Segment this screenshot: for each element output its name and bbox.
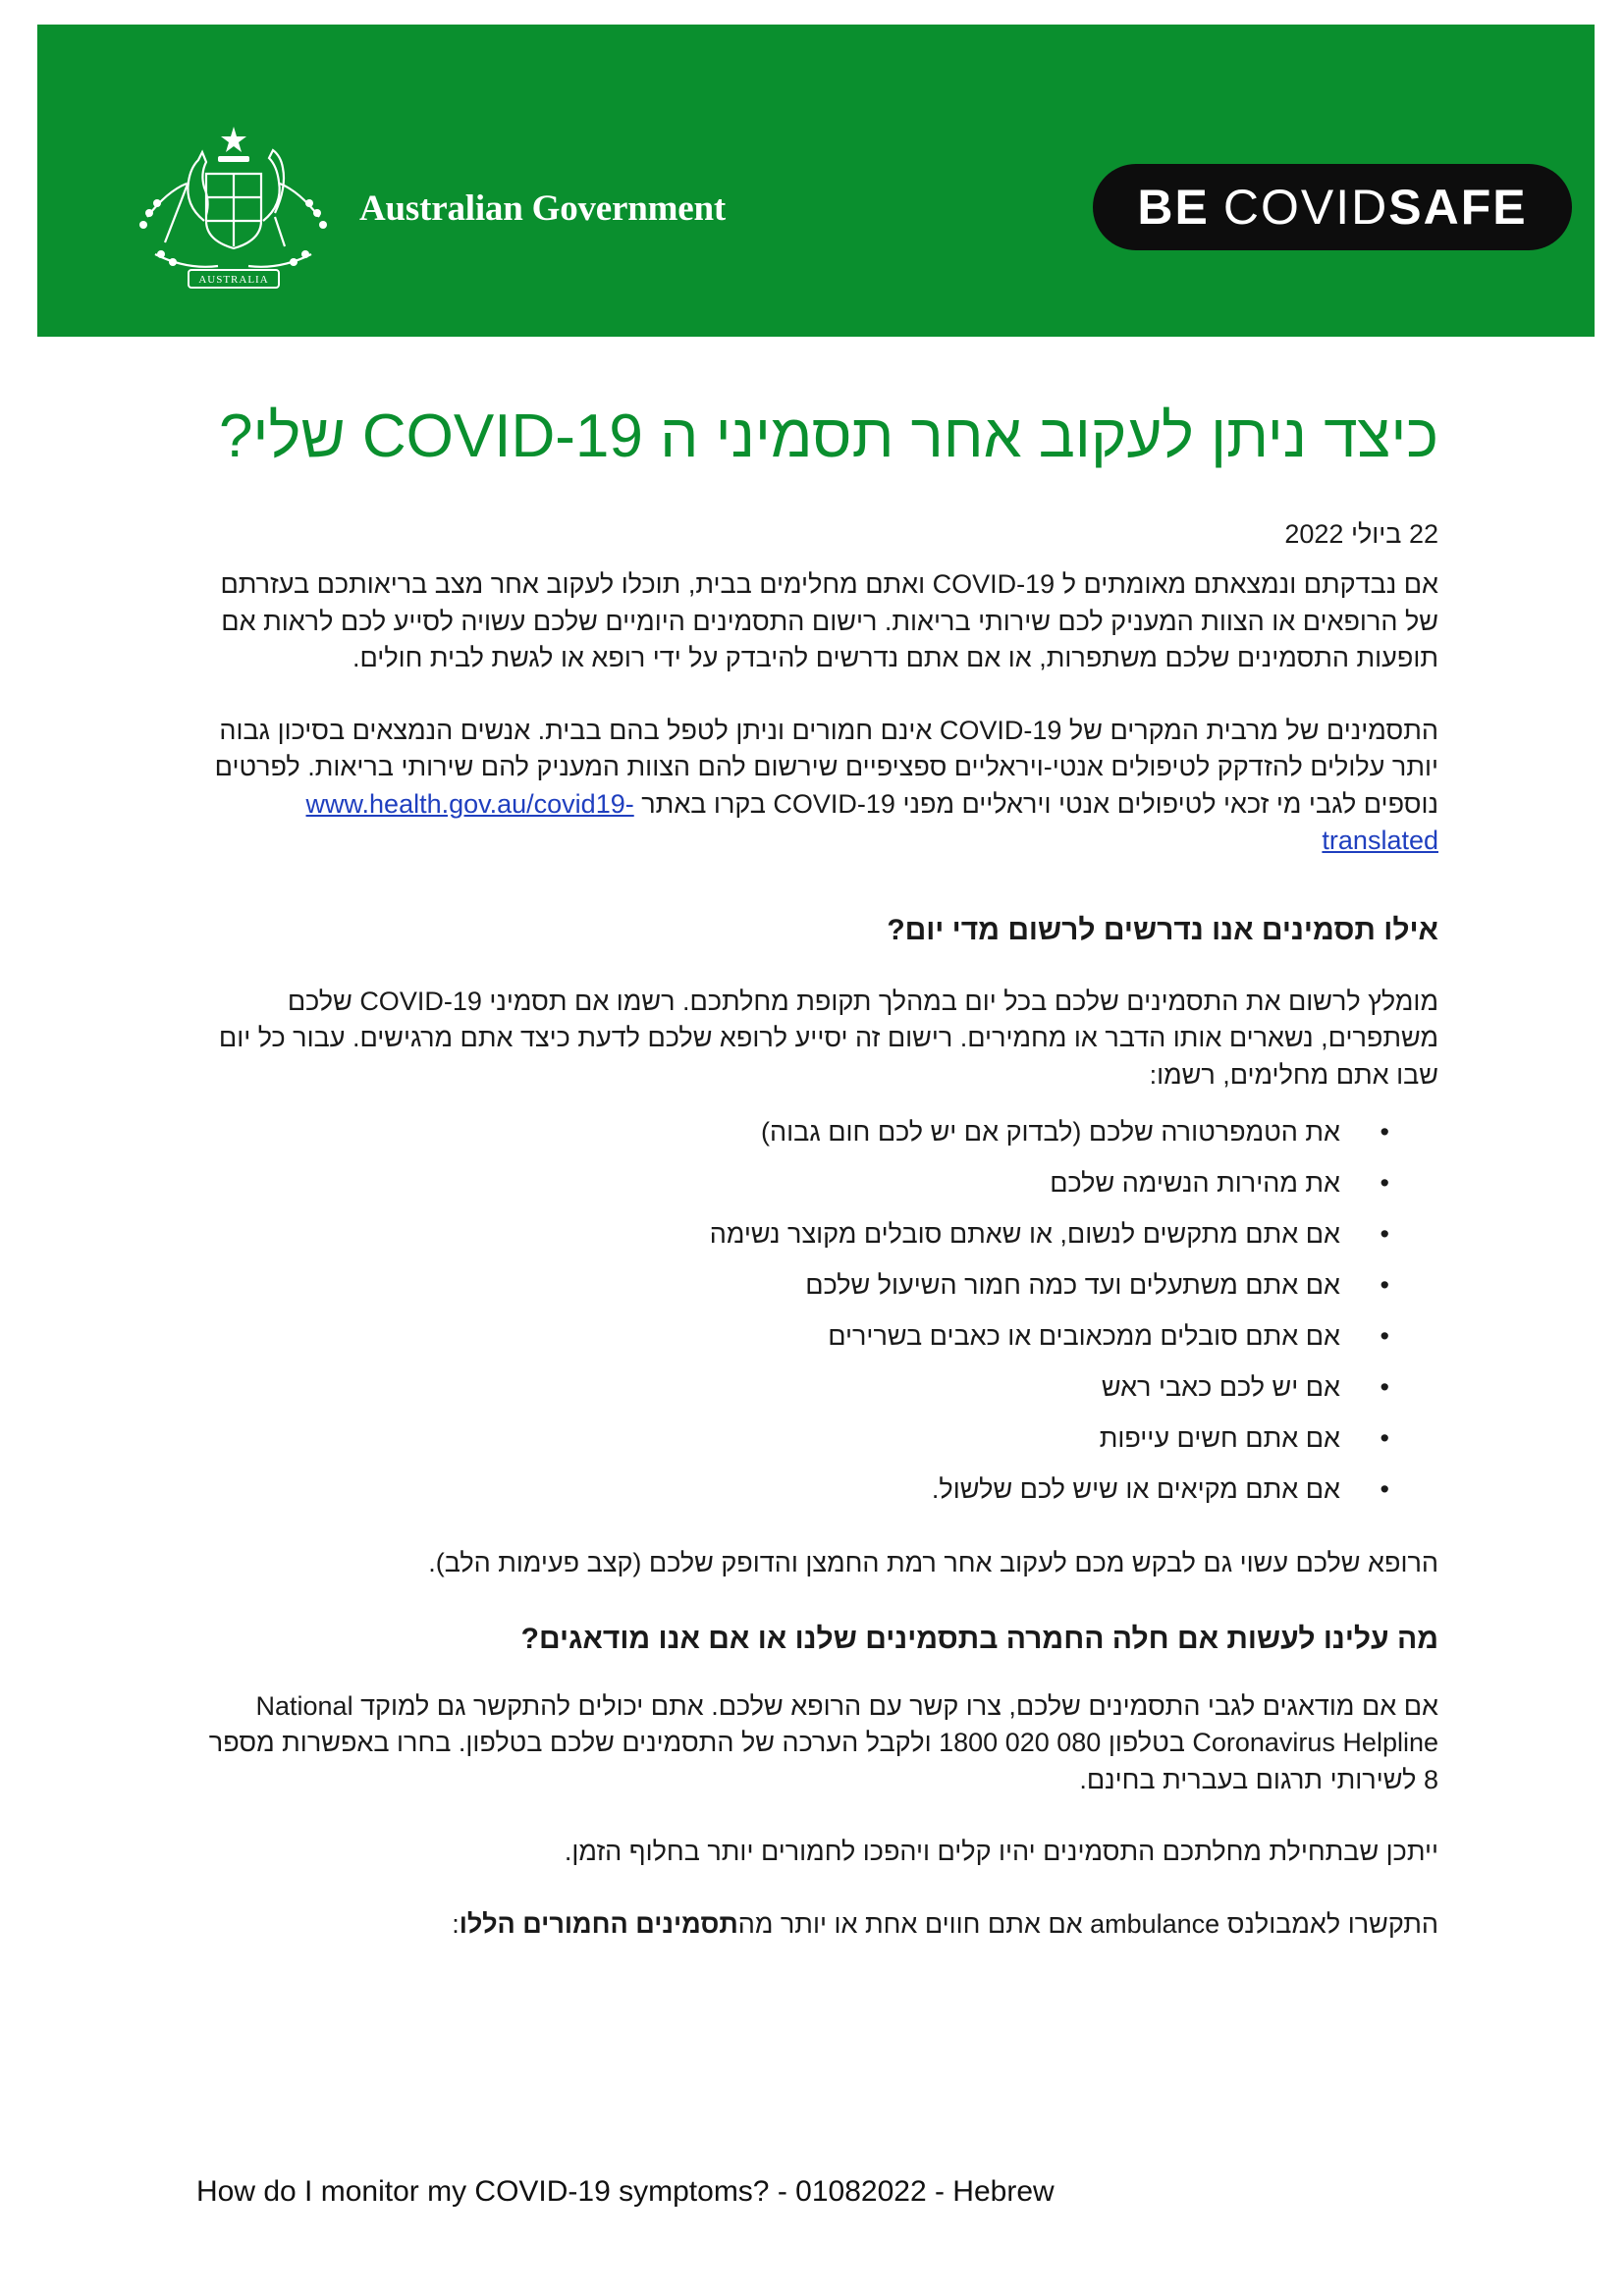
coat-of-arms-icon (128, 123, 339, 292)
list-item: • אם אתם מקיאים או שיש לכם שלשול. (196, 1472, 1438, 1506)
intro-paragraph-1: אם נבדקתם ונמצאתם מאומתים ל COVID-19 ואתם מחלימים בבית, תוכלו לעקוב אחר מצב בריאותכם בעזרתם של הרופאים או הצוות המעניק לכם שירותי בריאות. רישום התסמינים היומיים שלכם עשויה לסייע לכם לראות אם תופעות התסמינים שלכם משתפרות, או אם אתם נדרשים להיבדק על ידי רופא או לגשת לבית חולים. (220, 569, 1438, 672)
section1-after-paragraph: הרופא שלכם עשוי גם לבקש מכם לעקוב אחר רמת החמצן והדופק שלכם (קצב פעימות הלב). (428, 1548, 1438, 1577)
symptom-list (196, 1115, 1438, 1506)
header-banner (37, 25, 1595, 337)
covidsafe-be: BE (1137, 180, 1210, 235)
section2-paragraph-3 (196, 1906, 1438, 1944)
list-item: • אם יש לכם כאבי ראש (196, 1370, 1438, 1404)
document-body (196, 398, 1438, 1943)
list-item: • אם אתם משתעלים ועד כמה חמור השיעול שלכם (196, 1268, 1438, 1302)
publish-date: 22 ביולי 2022 (1284, 519, 1438, 549)
intro-paragraph-2 (196, 713, 1438, 860)
page-footer: How do I monitor my COVID-19 symptoms? - 01082022 - Hebrew (196, 2175, 1055, 2208)
svg-text:AUSTRALIA: AUSTRALIA (198, 274, 269, 286)
list-item: • את הטמפרטורה שלכם (לבדוק אם יש לכם חום גבוה) (196, 1115, 1438, 1148)
ambulance-text-end: : (452, 1908, 460, 1939)
government-name: Australian Government (359, 188, 726, 229)
be-covidsafe-badge (1093, 164, 1572, 250)
section1-paragraph: מומלץ לרשום את התסמינים שלכם בכל יום במהלך תקופת מחלתכם. רשמו אם תסמיני COVID-19 שלכם משתפרים, נשארים אותו הדבר או מחמירים. רישום זה יסייע לרופא שלכם לדעת כיצד אתם מרגישים. עבור כל יום שבו אתם מחלימים, רשמו: (218, 986, 1438, 1090)
severe-symptoms-emphasis: תסמינים החמורים הללו (459, 1908, 738, 1939)
list-item: • אם אתם סובלים ממכאובים או כאבים בשרירים (196, 1319, 1438, 1353)
covidsafe-covid: COVID (1222, 180, 1389, 235)
section-heading-worsening: מה עלינו לעשות אם חלה החמרה בתסמינים שלנו או אם אנו מודאגים? (520, 1622, 1438, 1655)
section2-paragraph-2: ייתכן שבתחילת מחלתכם התסמינים יהיו קלים ויהפכו לחמורים יותר בחלוף הזמן. (564, 1837, 1438, 1866)
list-item: • אם אתם חשים עייפות (196, 1421, 1438, 1455)
section2-paragraph-1: אם אם מודאגים לגבי התסמינים שלכם, צרו קשר עם הרופא שלכם. אתם יכולים להתקשר גם למוקד National Coronavirus Helpline בטלפון 080 020 1800 ולקבל הערכה של התסמינים שלכם בטלפון. בחרו באפשרות מספר 8 לשירותי תרגום בעברית בחינם. (208, 1690, 1438, 1794)
covidsafe-safe: SAFE (1388, 180, 1528, 235)
page-title: כיצד ניתן לעקוב אחר תסמיני ה COVID-19 שלי? (218, 402, 1438, 470)
intro-paragraph-2-text: התסמינים של מרבית המקרים של COVID-19 אינם חמורים וניתן לטפל בהם בבית. אנשים הנמצאים בסיכון גבוה יותר עלולים להזדקק לטיפולים אנטי-ויראליים ספציפיים שירשום להם הצוות המעניק להם שירותי בריאות. לפרטים נוספים לגבי מי זכאי לטיפולים אנטי ויראליים מפני COVID-19 בקרו באתר (214, 715, 1438, 819)
list-item: • אם אתם מתקשים לנשום, או שאתם סובלים מקוצר נשימה (196, 1217, 1438, 1251)
ambulance-text: התקשרו לאמבולנס ambulance אם אתם חווים אחת או יותר מה (737, 1908, 1438, 1939)
section-heading-daily-symptoms: אילו תסמינים אנו נדרשים לרשום מדי יום? (887, 913, 1438, 946)
list-item: • את מהירות הנשימה שלכם (196, 1166, 1438, 1200)
health-website-link[interactable]: www.health.gov.au/covid19-translated (305, 788, 1438, 855)
